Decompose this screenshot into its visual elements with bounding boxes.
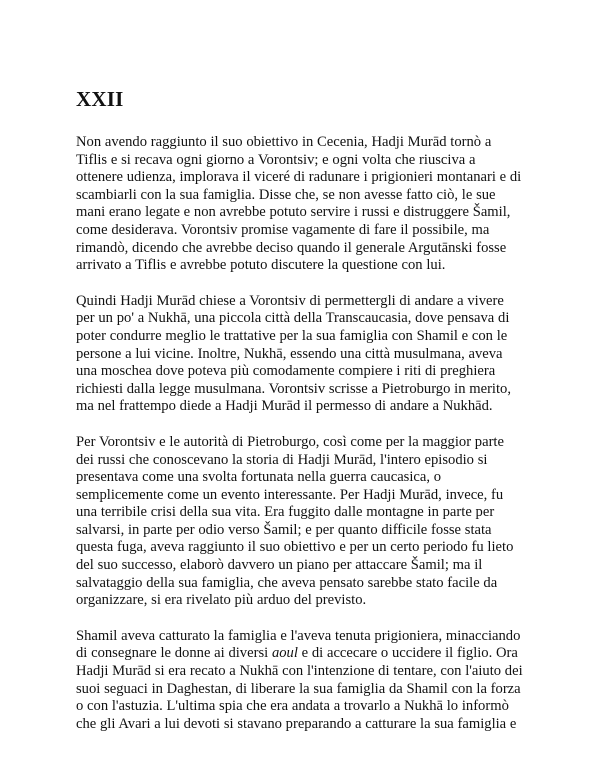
- text-line: questa fuga, aveva raggiunto il suo obiettivo e per un certo periodo fu lieto: [76, 539, 514, 556]
- italic-term: aoul: [271, 645, 298, 662]
- text-line: del suo successo, elaborò davvero un piano per attaccare Šamil; ma il: [76, 557, 483, 574]
- document-page: [76, 86, 528, 751]
- text-line: Non avendo raggiunto il suo obiettivo in Cecenia, Hadji Murād tornò a: [76, 134, 492, 150]
- text-line: semplicemente come un evento interessante. Per Hadji Murād, invece, fu: [76, 486, 504, 503]
- text-line: arrivato a Tiflis e avrebbe potuto discutere la questione con lui.: [76, 257, 446, 274]
- text-line: salvataggio della sua famiglia, che aveva pensato sarebbe stato facile da: [76, 574, 498, 591]
- text-line: come desiderava. Vorontsiv promise vagamente di fare il possibile, ma: [76, 221, 490, 238]
- text-line: per un po' a Nukhā, una piccola città della Transcaucasia, dove pensava di: [76, 310, 510, 327]
- text-line: Shamil aveva catturato la famiglia e l'aveva tenuta prigioniera, minacciando: [76, 627, 521, 644]
- text-line: poter condurre meglio le trattative per la sua famiglia con Shamil e con le: [76, 327, 508, 344]
- text-line: [76, 645, 528, 663]
- text-line: mani erano legate e non avrebbe potuto servire i russi e distruggere Šamil,: [76, 204, 511, 221]
- paragraph-4: [76, 628, 528, 734]
- text-line: che gli Avari a lui devoti si stavano preparando a catturare la sua famiglia e: [76, 715, 517, 732]
- text-line: Tiflis e si recava ogni giorno a Vorontsiv; e ogni volta che riusciva a: [76, 151, 476, 168]
- text-line: dei russi che conoscevano la storia di Hadji Murād, l'intero episodio si: [76, 451, 488, 468]
- text-line: Per Vorontsiv e le autorità di Pietroburgo, così come per la maggior parte: [76, 433, 504, 450]
- text-line: scambiarli con la sua famiglia. Disse che, se non avesse fatto ciò, le sue: [76, 186, 496, 203]
- text-run: di consegnare le donne ai diversi: [76, 645, 272, 662]
- paragraph-3: [76, 434, 528, 610]
- text-run: e di accecare o uccidere il figlio. Ora: [297, 645, 518, 662]
- text-line: ma nel frattempo diede a Hadji Murād il permesso di andare a Nukhād.: [76, 398, 493, 415]
- text-line: Quindi Hadji Murād chiese a Vorontsiv di permettergli di andare a vivere: [76, 292, 504, 309]
- chapter-title: XXII: [76, 87, 124, 111]
- text-line: Hadji Murād si era recato a Nukhā con l'intenzione di tentare, con l'aiuto dei: [76, 663, 523, 680]
- paragraph-2: [76, 293, 528, 416]
- text-line: presentava come una svolta fortunata nella guerra caucasica, o: [76, 469, 442, 486]
- text-line: una terribile crisi della sua vita. Era fuggito dalle montagne in parte per: [76, 504, 495, 521]
- text-line: suoi seguaci in Daghestan, di liberare la sua famiglia da Shamil con la forza: [76, 680, 521, 697]
- text-line: organizzare, si era rivelato più arduo del previsto.: [76, 592, 367, 609]
- text-line: ottenere udienza, implorava il viceré di radunare i prigionieri montanari e di: [76, 169, 522, 186]
- text-line: persone a lui vicine. Inoltre, Nukhā, essendo una città musulmana, aveva: [76, 345, 503, 362]
- text-line: salvarsi, in parte per odio verso Šamil; e per quanto difficile fosse stata: [76, 521, 492, 538]
- text-line: o con l'astuzia. L'ultima spia che era andata a trovarlo a Nukhā lo informò: [76, 698, 509, 715]
- paragraph-1: [76, 134, 528, 275]
- text-line: rimandò, dicendo che avrebbe deciso quando il generale Argutānski fosse: [76, 239, 507, 256]
- text-line: richiesti dalla legge musulmana. Vorontsiv scrisse a Pietroburgo in merito,: [76, 380, 511, 397]
- text-line: una moschea dove poteva più comodamente compiere i riti di preghiera: [76, 363, 496, 380]
